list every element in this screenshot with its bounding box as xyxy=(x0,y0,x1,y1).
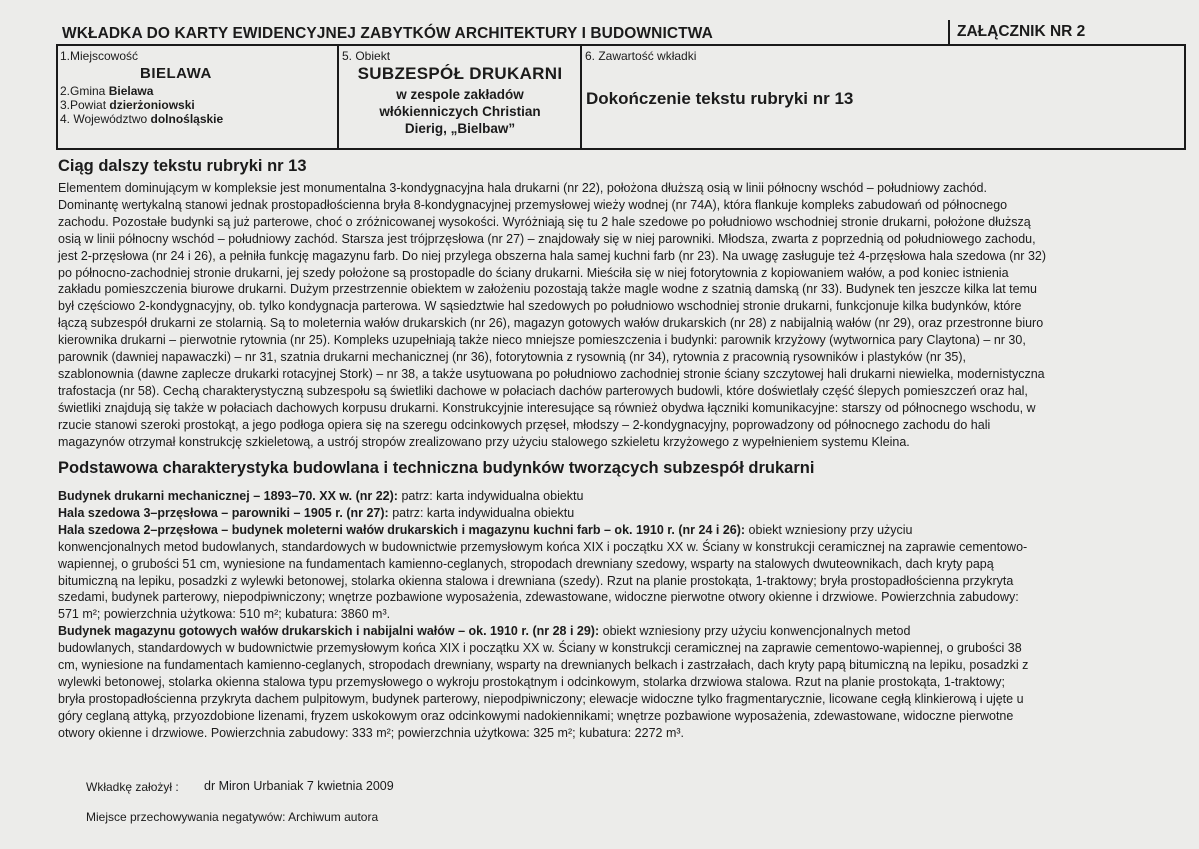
building-text: obiekt wzniesiony przy użyciu konwencjonalnych metod xyxy=(602,624,911,639)
building-text: obiekt wzniesiony przy użyciu xyxy=(748,522,913,537)
text-line: był częściowo 2-kondygnacyjny, ob. tylko kondygnacja parterowa. W sąsiedztwie hal szedowych po południowo wschodniej stronie drukarni, funkcjonuje kilka budynków, które xyxy=(58,299,1022,314)
table-divider-1 xyxy=(337,44,339,149)
building-entry xyxy=(58,505,1184,522)
building-title: Hala szedowa 2–przęsłowa – budynek moleterni wałów drukarskich i magazynu kuchni farb – ok. 1910 r. (nr 24 i 26): xyxy=(58,522,746,537)
table-border-left xyxy=(56,44,58,149)
location-name: BIELAWA xyxy=(140,65,212,82)
text-line: bitumiczną na lepiku, posadzki z wylewki betonowej, stolarka okienna stalowa i drewniana (szedy). Rzut na planie prostokąta, 1-traktowy; bryła prostopadłościenna przykryta xyxy=(58,573,1014,588)
text-line: budowlanych, standardowych w budownictwie przemysłowym końca XIX i początku XX w. Ściany w konstrukcji ceramicznej na zaprawie cementowo-wapiennej, o grubości 38 xyxy=(58,641,1022,656)
text-line: Dominantę wertykalną stanowi jednak prostopadłościenna bryła 8-kondygnacyjnej przemysłowej wieży wodnej (nr 74A), która flankuje kompleks zabudowań od północnego xyxy=(58,197,1008,212)
section-heading-continuation: Ciąg dalszy tekstu rubryki nr 13 xyxy=(58,157,307,175)
building-entry xyxy=(58,488,1184,505)
building-text: patrz: karta indywidualna obiektu xyxy=(392,505,575,520)
text-line: rzucie stanowi szeroki prostokąt, a jego podłoga opiera się na szeregu odcinkowych przęseł, młodszy – 2-kondygnacyjny, poprowadzony od północnego zachodu do hali xyxy=(58,417,991,432)
building-entry xyxy=(58,623,1184,640)
text-line: Elementem dominującym w kompleksie jest monumentalna 3-kondygnacyjna hala drukarni (nr 22), położona dłuższą osią w linii północny wschód – południowy zachód. xyxy=(58,181,987,195)
building-title: Budynek magazynu gotowych wałów drukarskich i nabijalni wałów – ok. 1910 r. (nr 28 i 29): xyxy=(58,624,600,639)
gmina-value: Bielawa xyxy=(108,84,154,98)
text-line: trafostacja (nr 58). Cechą charakterystyczną subzespołu są świetliki dachowe w połaciach dachów parterowych budowli, które doświetlały część ślepych pomieszczeń oraz hal, xyxy=(58,383,1028,398)
header-divider xyxy=(948,20,950,44)
building-entry xyxy=(58,522,1184,539)
object-subtitle-line: włókienniczych Christian xyxy=(379,104,541,119)
contents-title: Dokończenie tekstu rubryki nr 13 xyxy=(586,89,854,108)
building-title: Budynek drukarni mechanicznej – 1893–70. XX w. (nr 22): xyxy=(58,489,398,503)
text-line: łączą subzespół drukarni ze stolarnią. Są to moleternia wałów drukarskich (nr 26), magazyn gotowych wałów drukarskich (nr 28) z nabijalnią wałów (nr 29), oraz przestronne biuro xyxy=(58,316,1044,331)
powiat-value: dzierżoniowski xyxy=(109,98,195,112)
text-line: otwory okienne i drzwiowe. Powierzchnia zabudowy: 333 m²; powierzchnia użytkowa: 325 m²; kubatura: 2272 m³. xyxy=(58,725,684,740)
text-line: magazynów otrzymał konstrukcję szkieletową, a ustrój stropów zrealizowano przy użyciu stalowego szkieletu krzyżowego z wypełnieniem systemu Kleina. xyxy=(58,434,910,449)
negatives-storage: Miejsce przechowywania negatywów: Archiwum autora xyxy=(86,810,379,824)
text-line: zakładu pomieszczenia biurowe drukarni. Dużym przestrzennie obiektem w założeniu pozostają także magle wodne z szatnią damską (nr 33). Budynek ten jeszcze kilka lat temu xyxy=(58,282,1037,297)
text-line: wapiennej, o grubości 51 cm, wyniesione na fundamentach kamienno-ceglanych, stropodach drewniany szedowy, wsparty na stalowych dwuteownikach, dach kryty papą xyxy=(58,556,994,571)
text-line: góry ceglaną attyką, przyozdobione lizenami, fryzem uskokowym oraz odcinkowymi nadokiennikami; wnętrze pozbawione wyposażenia, zdewastowane, widoczne pierwotne xyxy=(58,708,1014,723)
section-heading-characteristics: Podstawowa charakterystyka budowlana i techniczna budynków tworzących subzespół drukarni xyxy=(58,459,815,477)
object-label: 5. Obiekt xyxy=(342,49,391,63)
text-line: parownik (dawniej napawaczki) – nr 31, szatnia drukarni mechanicznej (nr 36), fotorytownia z rysownią (nr 34), rytownia z pracownią rysowników i plastyków (nr 35), xyxy=(58,350,967,365)
text-line: jest 2-przęsłowa (nr 24 i 26), a pełniła funkcję magazynu farb. Do niej przylega obszerna hala samej kuchni farb (nr 23). Na uwagę zasługuje też 4-przęsłowa hala szedowa (nr 32) xyxy=(58,248,1047,263)
table-divider-2 xyxy=(580,44,582,149)
author-label: Wkładkę założył : xyxy=(86,780,179,794)
author-value: dr Miron Urbaniak 7 kwietnia 2009 xyxy=(204,779,394,793)
powiat-label: 3.Powiat xyxy=(60,98,107,112)
object-subtitle-line: w zespole zakładów xyxy=(396,87,524,102)
text-line: osią w linii północny wschód – południowy zachód. Starsza jest trójprzęsłowa (nr 27) – znajdowały się w niej parowniki. Młodsza, zwarta z poprzednią od południowego zachodu, xyxy=(58,231,1036,246)
text-line: wylewki betonowej, stolarka okienna stalowa typu przemysłowego o wykroju prostokątnym i odcinkowym, stolarka drzwiowa stalowa. Rzut na planie prostokąta, 1-traktowy; xyxy=(58,674,1005,689)
object-subtitle xyxy=(340,86,580,137)
object-subtitle-line: Dierig, „Bielbaw” xyxy=(404,121,516,136)
characteristics-paragraph xyxy=(58,488,1184,742)
text-line: kierownika drukarni – pierwotnie rytownia (nr 25). Kompleks uzupełniają także nieco mniejsze pomieszczenia i budynki: parownik krzyżowy (wytwornica pary Claytona) – nr 30, xyxy=(58,333,1026,348)
table-border-bottom xyxy=(56,148,1186,150)
text-line: świetliki znajdują się także w połaciach dachowych korpusu drukarni. Konstrukcyjnie interesujące są również obydwa łączniki komunikacyjne: starszy od północnego wschodu, w xyxy=(58,400,1036,415)
powiat-line xyxy=(60,98,195,112)
gmina-label: 2.Gmina xyxy=(60,84,106,98)
contents-label: 6. Zawartość wkładki xyxy=(585,49,697,63)
object-name: SUBZESPÓŁ DRUKARNI xyxy=(357,64,563,83)
table-border-right xyxy=(1184,44,1186,149)
wojewodztwo-label: 4. Województwo xyxy=(60,112,148,126)
form-title: WKŁADKA DO KARTY EWIDENCYJNEJ ZABYTKÓW ARCHITEKTURY I BUDOWNICTWA xyxy=(62,25,713,42)
text-line: 571 m²; powierzchnia użytkowa: 510 m²; kubatura: 3860 m³. xyxy=(58,607,391,622)
header-rule xyxy=(56,44,1186,46)
building-title: Hala szedowa 3–przęsłowa – parowniki – 1905 r. (nr 27): xyxy=(58,505,389,520)
building-text: patrz: karta indywidualna obiektu xyxy=(401,489,584,503)
annex-label: ZAŁĄCZNIK NR 2 xyxy=(957,23,1086,40)
text-line: konwencjonalnych metod budowlanych, standardowych w budownictwie przemysłowym końca XIX i początku XX w. Ściany w konstrukcji ceramicznej na zaprawie cementowo- xyxy=(58,539,1028,554)
text-line: szedami, budynek parterowy, niepodpiwniczony; wnętrze pozbawione wyposażenia, zdewastowane, widoczne pierwotne otwory okienne i drzwiowe. Powierzchnia zabudowy: xyxy=(58,590,1019,605)
gmina-line xyxy=(60,84,153,98)
text-line: zachodu. Pozostałe budynki są już parterowe, choć o zróżnicowanej wysokości. Wyróżniają się tu 2 hale szedowe po południowo wschodniej stronie drukarni, położone dłuższą xyxy=(58,214,1031,229)
location-label: 1.Miejscowość xyxy=(60,49,139,63)
text-line: cm, wyniesione na fundamentach kamienno-ceglanych, stropodach drewniany, wsparty na drewnianych belkach i zastrzałach, dach kryty papą bitumiczną na lepiku, posadzki z xyxy=(58,658,1029,673)
text-line: bryła prostopadłościenna przykryta dachem pulpitowym, budynek parterowy, niepodpiwniczony; elewacje widoczne tylko fragmentarycznie, licowane cegłą klinkierową i ujęte u xyxy=(58,691,1024,706)
text-line: po północno-zachodniej stronie drukarni, jej szedy położone są prostopadle do ściany drukarni. Mieściła się w niej fotorytownia z kopiowaniem wałów, a pod koniec istnienia xyxy=(58,265,1009,280)
text-line: szablonownia (dawne zaplecze drukarki rotacyjnej Stork) – nr 38, a także usytuowana po południowo zachodniej stronie ściany szczytowej hali drukarni niewielka, modernistyczna xyxy=(58,366,1045,381)
continuation-paragraph xyxy=(58,180,1184,451)
wojewodztwo-value: dolnośląskie xyxy=(150,112,224,126)
wojewodztwo-line xyxy=(60,112,223,126)
